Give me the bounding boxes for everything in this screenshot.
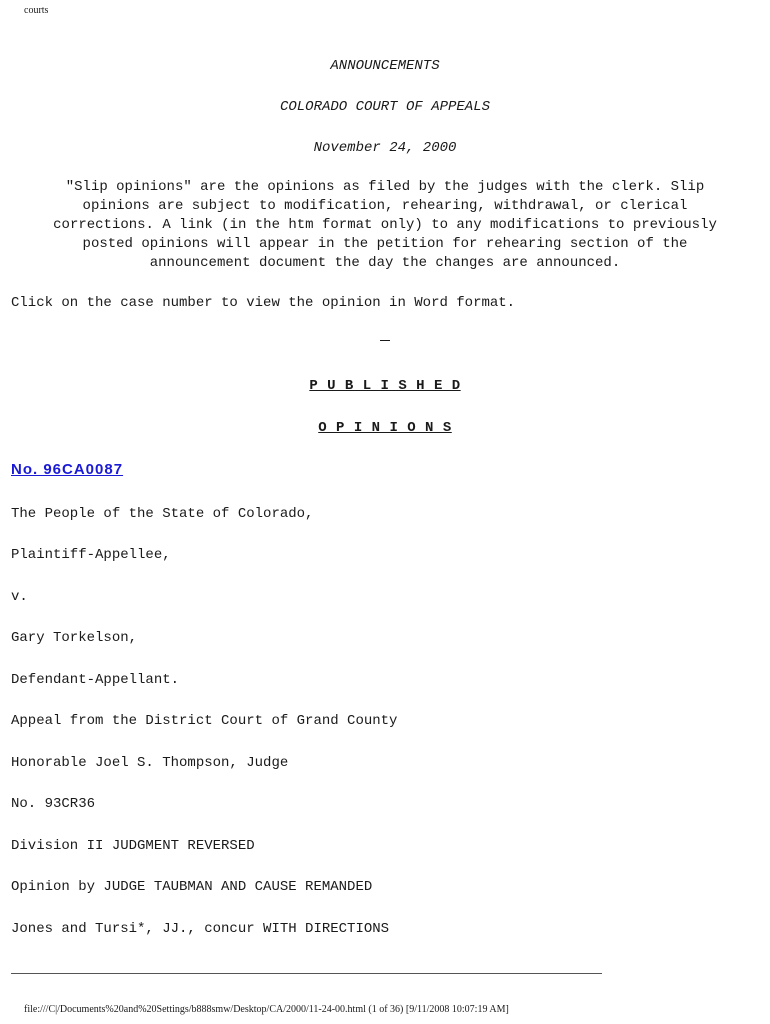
plaintiff-role: Plaintiff-Appellee, — [11, 547, 171, 563]
appeal-source: Appeal from the District Court of Grand County — [11, 713, 398, 729]
case-number-link[interactable]: No. 96CA0087 — [11, 461, 124, 478]
separator-dash — [380, 340, 390, 341]
plaintiff-name: The People of the State of Colorado, — [11, 506, 314, 522]
opinions-text: O P I N I O N S — [318, 420, 452, 436]
defendant-name: Gary Torkelson, — [11, 630, 138, 646]
horizontal-rule — [11, 973, 602, 974]
published-text: P U B L I S H E D — [309, 378, 461, 394]
trial-judge: Honorable Joel S. Thompson, Judge — [11, 755, 289, 771]
division-judgment: Division II JUDGMENT REVERSED — [11, 838, 255, 854]
announcement-date: November 24, 2000 — [313, 140, 457, 156]
page-footer-path: file:///C|/Documents%20and%20Settings/b888smw/Desktop/CA/2000/11-24-00.html (1 of 36) [9/11/2008 10:07:19 AM] — [24, 1004, 509, 1015]
announcements-heading: ANNOUNCEMENTS — [330, 58, 440, 74]
intro-line: "Slip opinions" are the opinions as filed by the judges with the clerk. Slip — [65, 179, 705, 195]
intro-line: announcement document the day the changes are announced. — [149, 255, 621, 271]
published-heading — [0, 378, 770, 394]
intro-line: opinions are subject to modification, rehearing, withdrawal, or clerical — [82, 198, 688, 214]
concurring-judges: Jones and Tursi*, JJ., concur WITH DIRECTIONS — [11, 921, 390, 937]
click-instruction: Click on the case number to view the opinion in Word format. — [11, 295, 516, 311]
intro-paragraph — [0, 178, 770, 273]
court-name: COLORADO COURT OF APPEALS — [279, 99, 491, 115]
versus-text: v. — [11, 589, 28, 605]
intro-line: posted opinions will appear in the petition for rehearing section of the — [82, 236, 688, 252]
opinion-author: Opinion by JUDGE TAUBMAN AND CAUSE REMANDED — [11, 879, 373, 895]
opinions-heading — [0, 420, 770, 436]
lower-court-case-number: No. 93CR36 — [11, 796, 96, 812]
page-header-label: courts — [24, 5, 49, 16]
defendant-role: Defendant-Appellant. — [11, 672, 180, 688]
intro-line: corrections. A link (in the htm format only) to any modifications to previously — [53, 217, 717, 233]
